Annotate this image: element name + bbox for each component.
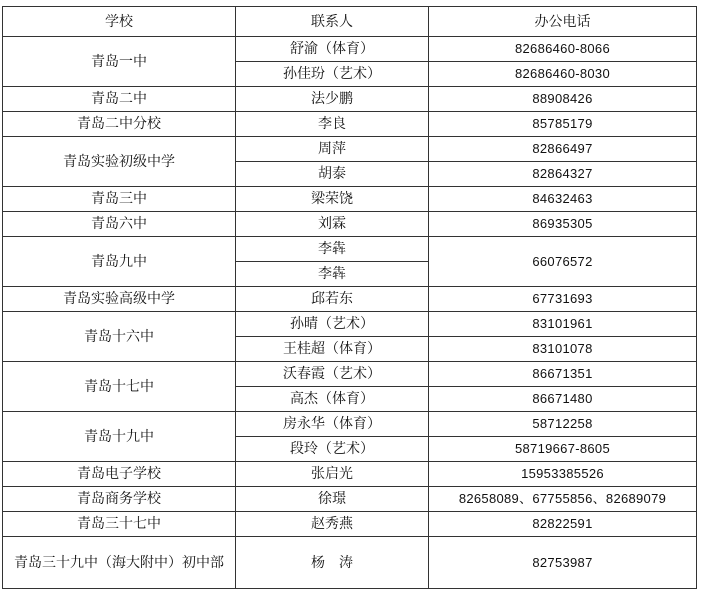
contact-cell: 邱若东 bbox=[236, 287, 429, 312]
phone-cell: 58712258 bbox=[429, 412, 697, 437]
contact-cell: 法少鹏 bbox=[236, 87, 429, 112]
contact-cell: 张启光 bbox=[236, 462, 429, 487]
table-row bbox=[3, 37, 697, 62]
table-row bbox=[3, 112, 697, 137]
phone-cell: 83101961 bbox=[429, 312, 697, 337]
table-row bbox=[3, 87, 697, 112]
school-cell: 青岛二中 bbox=[3, 87, 236, 112]
header-contact: 联系人 bbox=[236, 7, 429, 37]
header-phone: 办公电话 bbox=[429, 7, 697, 37]
contact-cell: 房永华（体育） bbox=[236, 412, 429, 437]
school-cell: 青岛实验初级中学 bbox=[3, 137, 236, 187]
contact-cell: 孙佳玢（艺术） bbox=[236, 62, 429, 87]
contact-cell: 梁荣饶 bbox=[236, 187, 429, 212]
contact-cell: 高杰（体育） bbox=[236, 387, 429, 412]
phone-cell: 88908426 bbox=[429, 87, 697, 112]
table-row bbox=[3, 212, 697, 237]
phone-cell: 86671351 bbox=[429, 362, 697, 387]
phone-cell: 67731693 bbox=[429, 287, 697, 312]
school-cell: 青岛六中 bbox=[3, 212, 236, 237]
phone-cell: 82686460-8030 bbox=[429, 62, 697, 87]
phone-cell: 82864327 bbox=[429, 162, 697, 187]
school-cell: 青岛三十七中 bbox=[3, 512, 236, 537]
phone-cell: 82753987 bbox=[429, 537, 697, 589]
phone-cell: 82658089、67755856、82689079 bbox=[429, 487, 697, 512]
school-cell: 青岛电子学校 bbox=[3, 462, 236, 487]
school-cell: 青岛商务学校 bbox=[3, 487, 236, 512]
table-row bbox=[3, 512, 697, 537]
phone-cell: 66076572 bbox=[429, 237, 697, 287]
header-school: 学校 bbox=[3, 7, 236, 37]
phone-cell: 85785179 bbox=[429, 112, 697, 137]
table-row bbox=[3, 487, 697, 512]
school-cell: 青岛十六中 bbox=[3, 312, 236, 362]
phone-cell: 86671480 bbox=[429, 387, 697, 412]
phone-cell: 83101078 bbox=[429, 337, 697, 362]
contact-cell: 徐璟 bbox=[236, 487, 429, 512]
phone-cell: 82866497 bbox=[429, 137, 697, 162]
school-cell: 青岛二中分校 bbox=[3, 112, 236, 137]
school-cell: 青岛九中 bbox=[3, 237, 236, 287]
table-row bbox=[3, 187, 697, 212]
table-row bbox=[3, 312, 697, 337]
contact-cell: 杨 涛 bbox=[236, 537, 429, 589]
contact-cell: 沃春霞（艺术） bbox=[236, 362, 429, 387]
table-header bbox=[3, 7, 697, 37]
school-cell: 青岛一中 bbox=[3, 37, 236, 87]
contact-cell: 舒渝（体育） bbox=[236, 37, 429, 62]
header-row bbox=[3, 7, 697, 37]
table-body bbox=[3, 37, 697, 589]
table-row bbox=[3, 287, 697, 312]
table-row bbox=[3, 237, 697, 262]
school-cell: 青岛三十九中（海大附中）初中部 bbox=[3, 537, 236, 589]
phone-cell: 15953385526 bbox=[429, 462, 697, 487]
table-row bbox=[3, 412, 697, 437]
contact-cell: 王桂超（体育） bbox=[236, 337, 429, 362]
contact-cell: 赵秀燕 bbox=[236, 512, 429, 537]
contact-cell: 孙晴（艺术） bbox=[236, 312, 429, 337]
school-cell: 青岛十七中 bbox=[3, 362, 236, 412]
contact-cell: 李犇 bbox=[236, 237, 429, 262]
table-row bbox=[3, 362, 697, 387]
contact-cell: 段玲（艺术） bbox=[236, 437, 429, 462]
table-row bbox=[3, 462, 697, 487]
contact-cell: 李犇 bbox=[236, 262, 429, 287]
contact-cell: 周萍 bbox=[236, 137, 429, 162]
school-cell: 青岛实验高级中学 bbox=[3, 287, 236, 312]
contact-cell: 李良 bbox=[236, 112, 429, 137]
phone-cell: 86935305 bbox=[429, 212, 697, 237]
phone-cell: 58719667-8605 bbox=[429, 437, 697, 462]
table-row bbox=[3, 537, 697, 589]
school-cell: 青岛十九中 bbox=[3, 412, 236, 462]
table-row bbox=[3, 137, 697, 162]
school-cell: 青岛三中 bbox=[3, 187, 236, 212]
contact-cell: 胡泰 bbox=[236, 162, 429, 187]
contacts-table bbox=[2, 6, 697, 589]
contact-cell: 刘霖 bbox=[236, 212, 429, 237]
phone-cell: 84632463 bbox=[429, 187, 697, 212]
phone-cell: 82822591 bbox=[429, 512, 697, 537]
phone-cell: 82686460-8066 bbox=[429, 37, 697, 62]
